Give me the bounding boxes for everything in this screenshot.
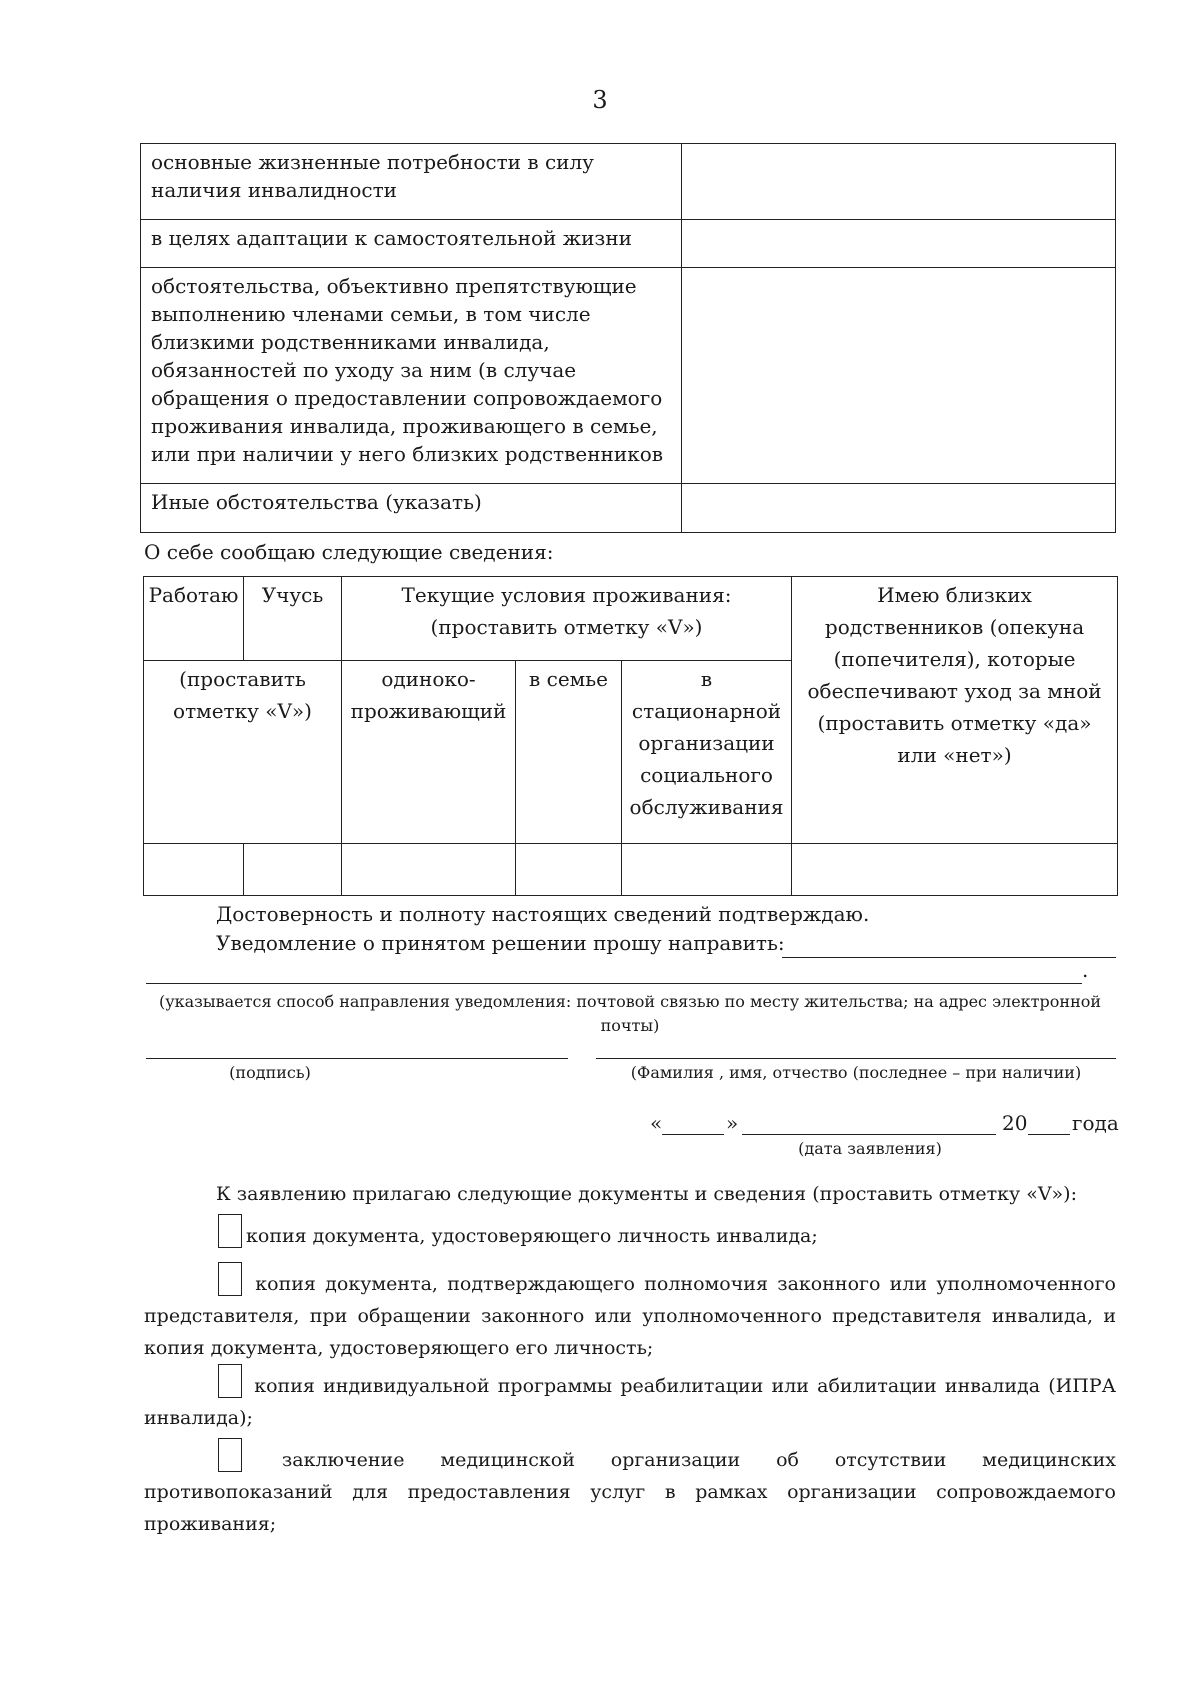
fio-line[interactable] [596, 1058, 1116, 1059]
fio-label: (Фамилия , имя, отчество (последнее – при наличии) [630, 1063, 1082, 1082]
circumstance-row-label: в целях адаптации к самостоятельной жизни [141, 220, 682, 268]
date-close-quote: » [726, 1111, 739, 1135]
page-number: 3 [592, 86, 608, 114]
stationary-cell[interactable] [622, 844, 792, 896]
family-cell[interactable] [516, 844, 622, 896]
info-table [143, 576, 1118, 896]
col-study-header: Учусь [244, 577, 342, 661]
study-cell[interactable] [244, 844, 342, 896]
attachment-text: копия документа, удостоверяющего личность инвалида; [246, 1225, 818, 1247]
col-work-header: Работаю [144, 577, 244, 661]
col-family-header: в семье [516, 661, 622, 844]
date-row [0, 1109, 1200, 1139]
attachment-checkbox[interactable] [218, 1262, 242, 1296]
notify-text: Уведомление о принятом решении прошу направить: [216, 931, 785, 955]
attachment-text: копия документа, подтверждающего полномочия законного или уполномоченного представителя, при обращении законного или уполномоченного представителя инвалида, и копия документа, удостоверяющего его личность; [144, 1273, 1116, 1359]
circumstance-row-label: обстоятельства, объективно препятствующие выполнению членами семьи, в том числе близкими родственниками инвалида, обязанностей по уходу за ним (в случае обращения о предоставлении сопровождаемого проживания инвалида, проживающего в семье, или при наличии у него близких родственников [141, 268, 682, 484]
date-label: (дата заявления) [798, 1139, 942, 1158]
relatives-cell[interactable] [792, 844, 1118, 896]
circumstance-row-value[interactable] [682, 220, 1116, 268]
attachment-text: копия индивидуальной программы реабилитации или абилитации инвалида (ИПРА инвалида); [144, 1375, 1116, 1429]
col-stationary-header: в стационарной организации социального обслуживания [622, 661, 792, 844]
day-line[interactable] [662, 1134, 724, 1135]
notify-address-line[interactable] [782, 957, 1116, 958]
col-relatives-header: Имею близких родственников (опекуна (попечителя), которые обеспечивают уход за мной (проставить отметку «да» или «нет») [792, 577, 1118, 844]
mark-note: (проставить отметку «V») [144, 661, 342, 844]
year-line[interactable] [1028, 1134, 1070, 1135]
work-cell[interactable] [144, 844, 244, 896]
col-alone-header: одиноко- проживающий [342, 661, 516, 844]
circumstances-table [140, 143, 1116, 533]
attachment-item [144, 1438, 1116, 1540]
attachment-checkbox[interactable] [218, 1214, 242, 1248]
attachment-text: заключение медицинской организации об отсутствии медицинских противопоказаний для предоставления услуг в рамках организации сопровождаемого проживания; [144, 1449, 1116, 1535]
period-mark: . [1082, 958, 1089, 982]
attachment-item [144, 1262, 1116, 1364]
alone-cell[interactable] [342, 844, 516, 896]
col-living-header: Текущие условия проживания: (проставить отметку «V») [342, 577, 792, 661]
circumstance-row-label: основные жизненные потребности в силу наличия инвалидности [141, 144, 682, 220]
notify-hint: (указывается способ направления уведомления: почтовой связью по месту жительства; на адрес электронной почты) [158, 992, 1102, 1035]
signature-label: (подпись) [229, 1063, 311, 1082]
circumstance-row-label: Иные обстоятельства (указать) [141, 484, 682, 533]
attachment-item [218, 1214, 1116, 1252]
circumstance-row-value[interactable] [682, 268, 1116, 484]
about-self-label: О себе сообщаю следующие сведения: [144, 540, 554, 564]
attachment-checkbox[interactable] [218, 1364, 242, 1398]
attachments-intro: К заявлению прилагаю следующие документы и сведения (проставить отметку «V»): [216, 1183, 1077, 1205]
confirm-text: Достоверность и полноту настоящих сведений подтверждаю. [216, 902, 870, 926]
year-prefix: 20 [1002, 1111, 1028, 1135]
notify-address-line-2[interactable] [146, 983, 1082, 984]
date-open-quote: « [650, 1111, 663, 1135]
year-suffix: года [1072, 1111, 1119, 1135]
attachment-item [144, 1364, 1116, 1434]
circumstance-row-value[interactable] [682, 144, 1116, 220]
signature-line[interactable] [146, 1058, 568, 1059]
circumstance-row-value[interactable] [682, 484, 1116, 533]
attachment-checkbox[interactable] [218, 1438, 242, 1472]
month-line[interactable] [742, 1134, 996, 1135]
